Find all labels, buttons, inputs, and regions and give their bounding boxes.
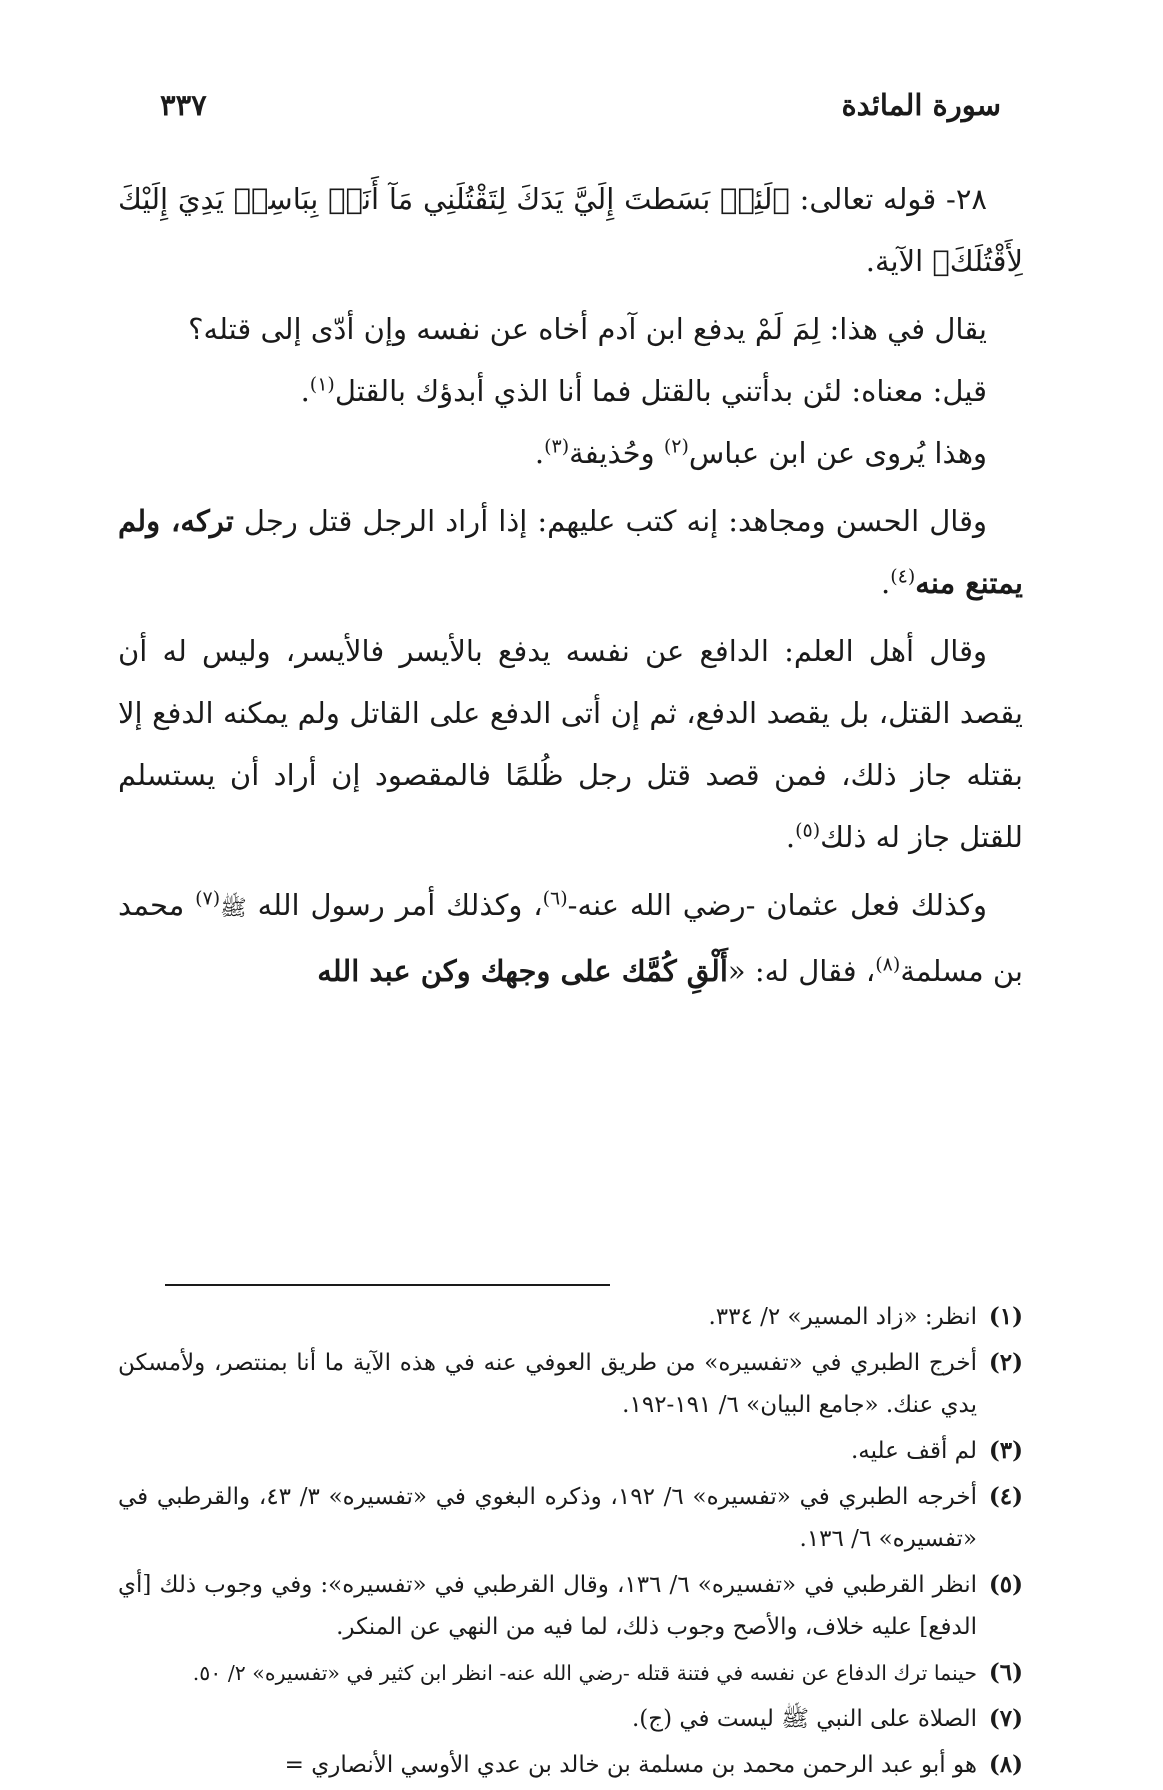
paragraph-narration [118,422,1023,484]
paragraph-verse-28 [118,168,1023,292]
quran-verse: ﴿لَئِنۢ بَسَطتَ إِلَيَّ يَدَكَ لِتَقْتُلَنِي مَآ أَنَا۠ بِبَاسِطٖ يَدِيَ إِلَيْكَ لِأَقْتُلَكَ﴾ [118,182,1023,278]
hadith-quote: أَلْقِ كُمَّك على وجهك وكن عبد الله [317,954,728,988]
uthman-text-c: محمد بن مسلمة [118,888,1023,988]
footnote-text: أخرجه الطبري في «تفسيره» ٦/ ١٩٢، وذكره البغوي في «تفسيره» ٣/ ٤٣، والقرطبي في «تفسيره» ٦/ ١٣٦. [118,1484,977,1552]
footnote-number: (٣) [988,1437,1023,1464]
paragraph-question: يقال في هذا: لِمَ لَمْ يدفع ابن آدم أخاه عن نفسه وإن أدّى إلى قتله؟ [188,312,987,346]
narration-text-b: وحُذيفة [569,436,664,470]
footnote-number: (١) [988,1303,1023,1330]
footnote-ref-8[interactable]: (٨) [875,953,901,976]
period: . [785,820,796,854]
period: . [881,566,891,600]
narration-text-a: وهذا يُروى عن ابن عباس [688,436,987,470]
footnote-3 [118,1430,1023,1472]
footnote-number: (٥) [988,1571,1023,1598]
uthman-text-b: ، وكذلك أمر رسول الله [246,888,543,922]
footnote-number: (٤) [988,1483,1023,1510]
salla-ligature: ﷺ [220,896,247,921]
footnote-text: الصلاة على النبي ﷺ ليست في (ج). [631,1706,977,1732]
footnote-text: لم أقف عليه. [850,1438,977,1464]
footnote-ref-3[interactable]: (٣) [544,435,570,458]
hasan-text-b: تركه، ولم يمتنع منه [118,504,1023,600]
footnote-2 [118,1342,1023,1426]
surah-title: سورة المائدة [841,88,1001,122]
footnote-ref-7[interactable]: (٧) [195,887,221,910]
paragraph-uthman [118,874,1023,1002]
footnote-number: (٨) [988,1751,1023,1778]
paragraph-answer [118,360,1023,422]
page-header [160,88,1001,122]
footnote-text: حينما ترك الدفاع عن نفسه في فتنة قتله -رضي الله عنه- انظر ابن كثير في «تفسيره» ٢/ ٥٠. [192,1661,977,1685]
verse-suffix: الآية. [865,244,933,278]
footnote-text: انظر: «زاد المسير» ٢/ ٣٣٤. [708,1304,977,1330]
period: . [534,436,545,470]
answer-text: قيل: معناه: لئن بدأتني بالقتل فما أنا الذي أبدؤك بالقتل [334,374,987,408]
hasan-text-a: وقال الحسن ومجاهد: إنه كتب عليهم: إذا أراد الرجل قتل رجل [233,504,987,538]
footnote-ref-5[interactable]: (٥) [795,819,821,842]
footnote-5 [118,1564,1023,1648]
paragraph-hasan-mujahid [118,490,1023,614]
uthman-text-d: ، فقال له: « [727,954,876,988]
period: . [300,374,310,408]
footnotes [118,1296,1023,1790]
footnote-number: (٢) [988,1349,1023,1376]
footnote-6 [118,1652,1023,1694]
paragraph-scholars [118,620,1023,868]
page-number: ٣٣٧ [160,88,207,122]
footnote-ref-1[interactable]: (١) [309,373,335,396]
footnote-number: (٧) [988,1705,1023,1732]
footnote-text: هو أبو عبد الرحمن محمد بن مسلمة بن خالد بن عدي الأوسي الأنصاري = [284,1752,977,1778]
footnote-4 [118,1476,1023,1560]
uthman-text-a: وكذلك فعل عثمان -رضي الله عنه- [567,888,988,922]
footnote-number: (٦) [988,1659,1023,1686]
footnote-1 [118,1296,1023,1338]
main-text [118,168,1023,1002]
footnote-separator [165,1284,610,1286]
footnote-ref-2[interactable]: (٢) [663,435,689,458]
footnote-ref-6[interactable]: (٦) [542,887,568,910]
footnote-text: أخرج الطبري في «تفسيره» من طريق العوفي عنه في هذه الآية ما أنا بمنتصر، ولأمسكن يدي عنك. «جامع البيان» ٦/ ١٩١-١٩٢. [118,1350,977,1418]
footnote-7 [118,1698,1023,1740]
footnote-8 [118,1744,1023,1786]
footnote-ref-4[interactable]: (٤) [890,565,916,588]
scholars-text: وقال أهل العلم: الدافع عن نفسه يدفع بالأيسر فالأيسر، وليس له أن يقصد القتل، بل يقصد الدفع، ثم إن أتى الدفع على القاتل ولم يمكنه الدفع إلا بقتله جاز ذلك، فمن قصد قتل رجل ظُلمًا فالمقصود إن أراد أن يستسلم للقتل جاز له ذلك [118,634,1023,854]
verse-intro: ٢٨- قوله تعالى: [789,182,988,216]
footnote-text: انظر القرطبي في «تفسيره» ٦/ ١٣٦، وقال القرطبي في «تفسيره»: وفي وجوب ذلك [أي الدفع] عليه خلاف، والأصح وجوب ذلك، لما فيه من النهي عن المنكر. [118,1572,978,1640]
